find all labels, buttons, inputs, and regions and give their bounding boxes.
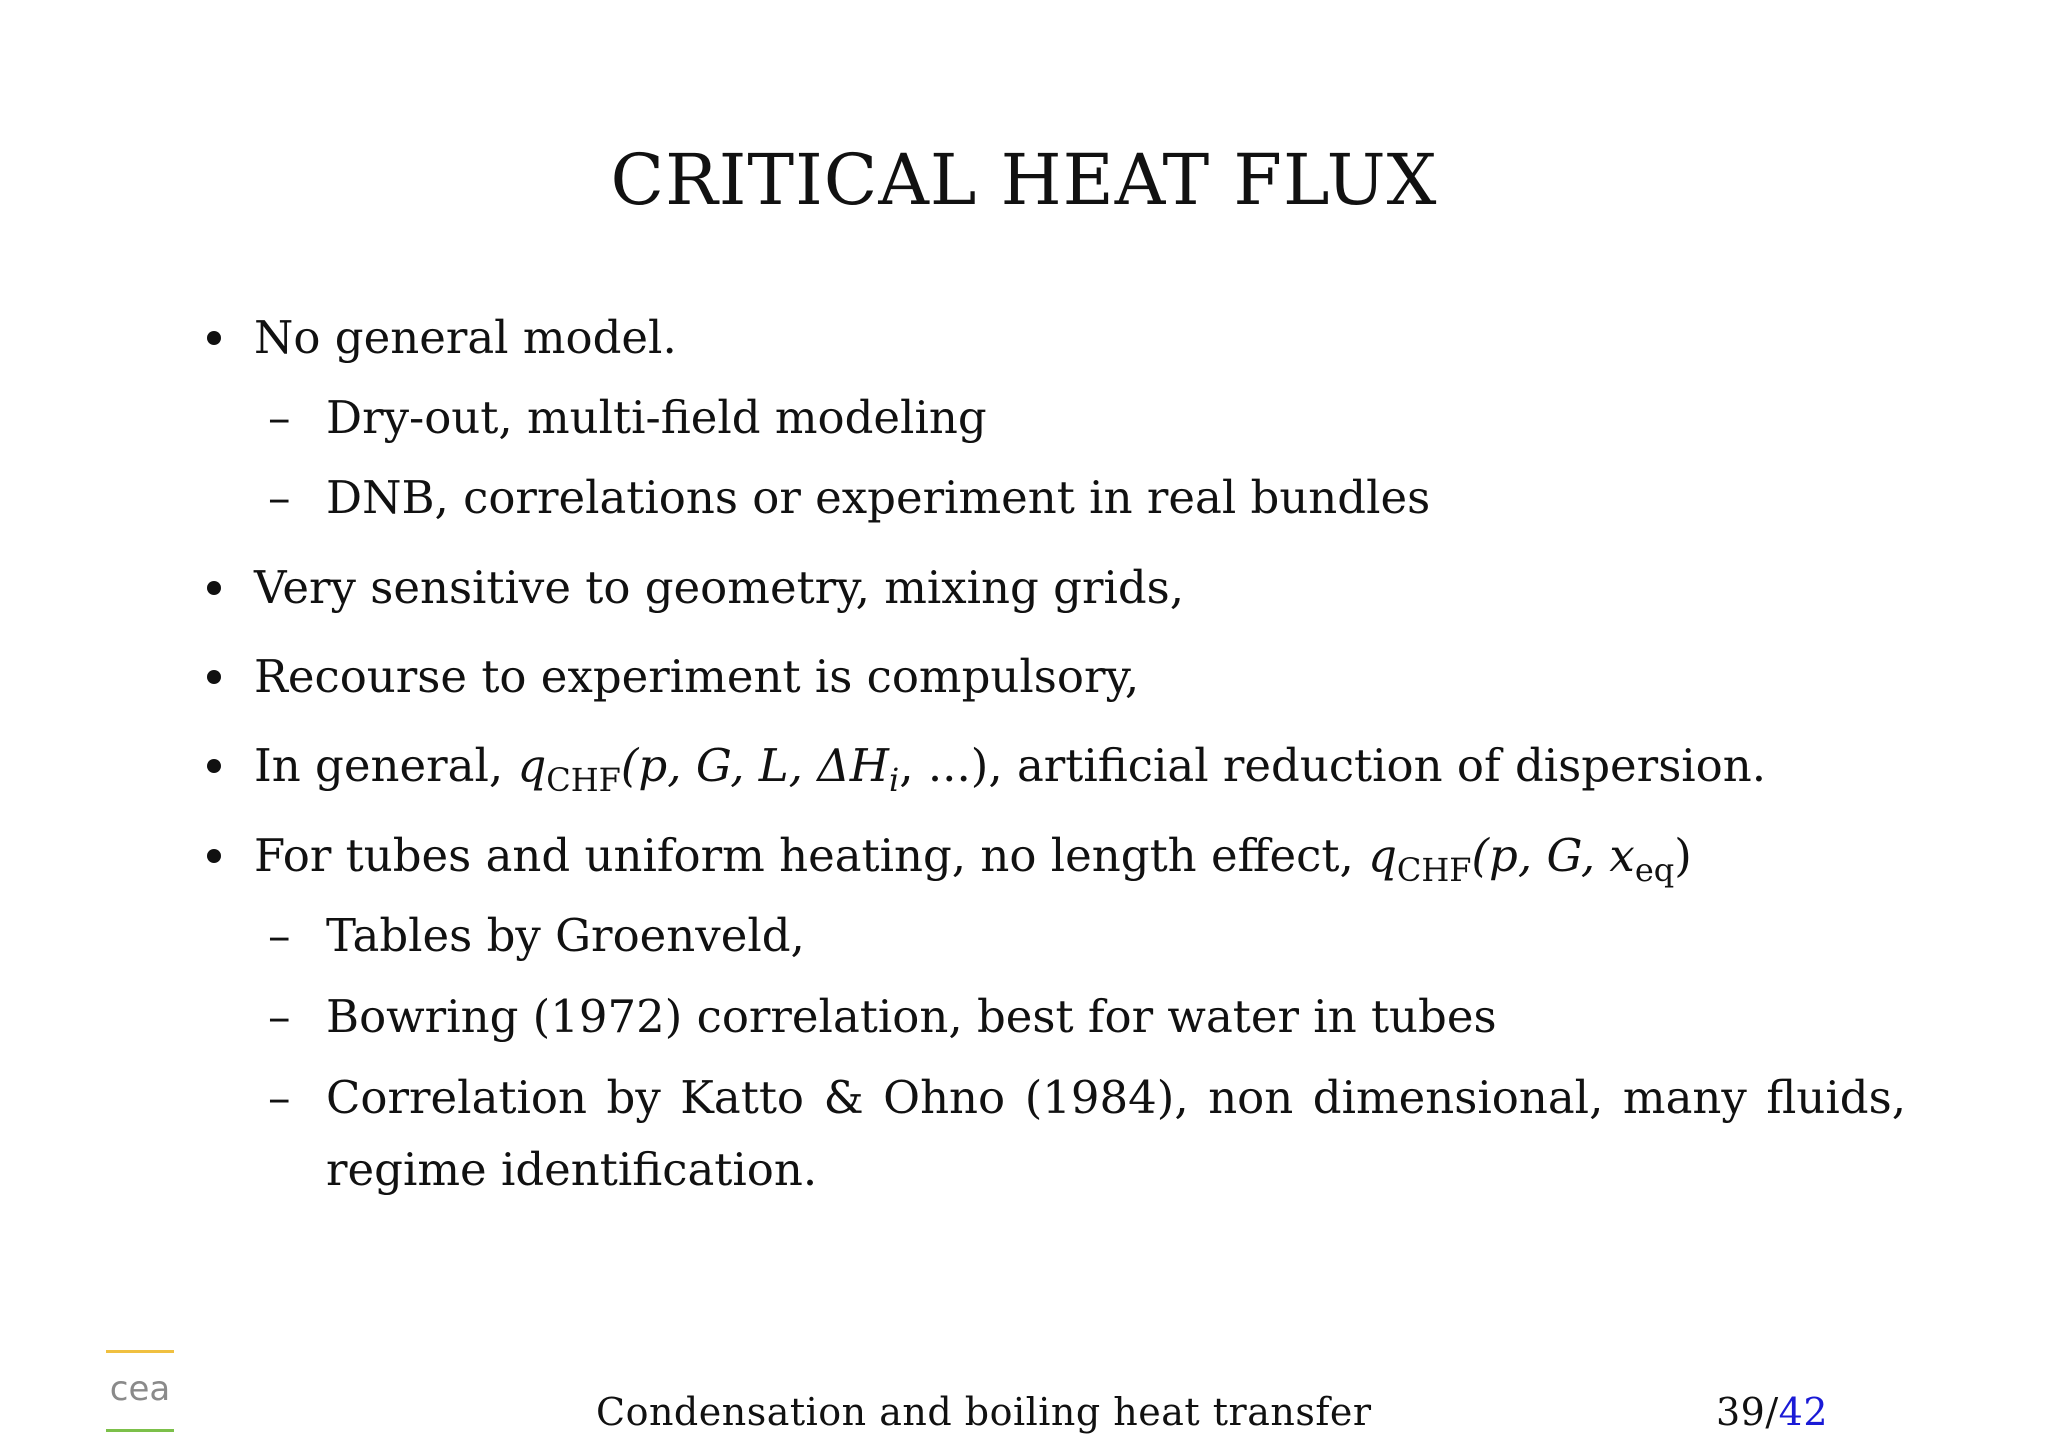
cea-logo bbox=[106, 1350, 174, 1432]
logo-top-bar bbox=[106, 1350, 174, 1353]
page-number bbox=[1716, 1390, 1828, 1434]
sub-bullet-dnb: DNB, correlations or experiment in real bundles bbox=[326, 471, 1431, 524]
math-end: ) bbox=[1674, 829, 1692, 882]
math-sub-chf: CHF bbox=[546, 761, 621, 799]
logo-bottom-bar bbox=[106, 1429, 174, 1432]
page-current: 39/ bbox=[1716, 1390, 1779, 1434]
bullet-dot bbox=[207, 670, 221, 684]
sub-bullet-bowring: Bowring (1972) correlation, best for water in tubes bbox=[326, 990, 1497, 1043]
page-total-link[interactable]: 42 bbox=[1778, 1390, 1829, 1434]
bullet-recourse-experiment: Recourse to experiment is compulsory, bbox=[254, 650, 1140, 703]
dash-marker: – bbox=[268, 990, 291, 1043]
math-sub-i: i bbox=[889, 761, 900, 799]
bullet-dot bbox=[207, 331, 221, 345]
math-args: (p, G, x bbox=[1471, 829, 1635, 882]
text-artificial-reduction: artificial reduction of dispersion. bbox=[1016, 739, 1767, 792]
bullet-dot bbox=[207, 849, 221, 863]
footer-title: Condensation and boiling heat transfer bbox=[596, 1390, 1372, 1434]
bullet-sensitive-geometry: Very sensitive to geometry, mixing grids, bbox=[254, 561, 1185, 614]
dash-marker: – bbox=[268, 909, 291, 962]
bullet-dot bbox=[207, 581, 221, 595]
math-args: (p, G, L, ΔH bbox=[620, 739, 890, 792]
sub-bullet-katto-ohno-cont: regime identification. bbox=[326, 1143, 818, 1196]
bullet-for-tubes bbox=[254, 826, 1692, 900]
sub-bullet-dry-out: Dry-out, multi-field modeling bbox=[326, 391, 987, 444]
bullet-no-general-model: No general model. bbox=[254, 311, 677, 364]
sub-bullet-tables-groenveld: Tables by Groenveld, bbox=[326, 909, 805, 962]
math-sub-eq: eq bbox=[1634, 851, 1675, 889]
sub-bullet-katto-ohno: Correlation by Katto & Ohno (1984), non dimensional, many fluids, bbox=[326, 1071, 1906, 1124]
dash-marker: – bbox=[268, 471, 291, 524]
logo-glyph: cea bbox=[109, 1369, 171, 1409]
slide-title: CRITICAL HEAT FLUX bbox=[610, 139, 1438, 221]
bullet-in-general bbox=[254, 736, 1766, 810]
math-end: , ...), bbox=[899, 739, 1003, 792]
math-q: q bbox=[1368, 829, 1397, 882]
math-sub-chf: CHF bbox=[1396, 851, 1472, 889]
dash-marker: – bbox=[268, 1071, 291, 1124]
math-q: q bbox=[517, 739, 547, 792]
text-for-tubes: For tubes and uniform heating, no length effect, bbox=[254, 829, 1354, 882]
dash-marker: – bbox=[268, 391, 291, 444]
text-in-general: In general, bbox=[254, 739, 504, 792]
bullet-dot bbox=[207, 759, 221, 773]
